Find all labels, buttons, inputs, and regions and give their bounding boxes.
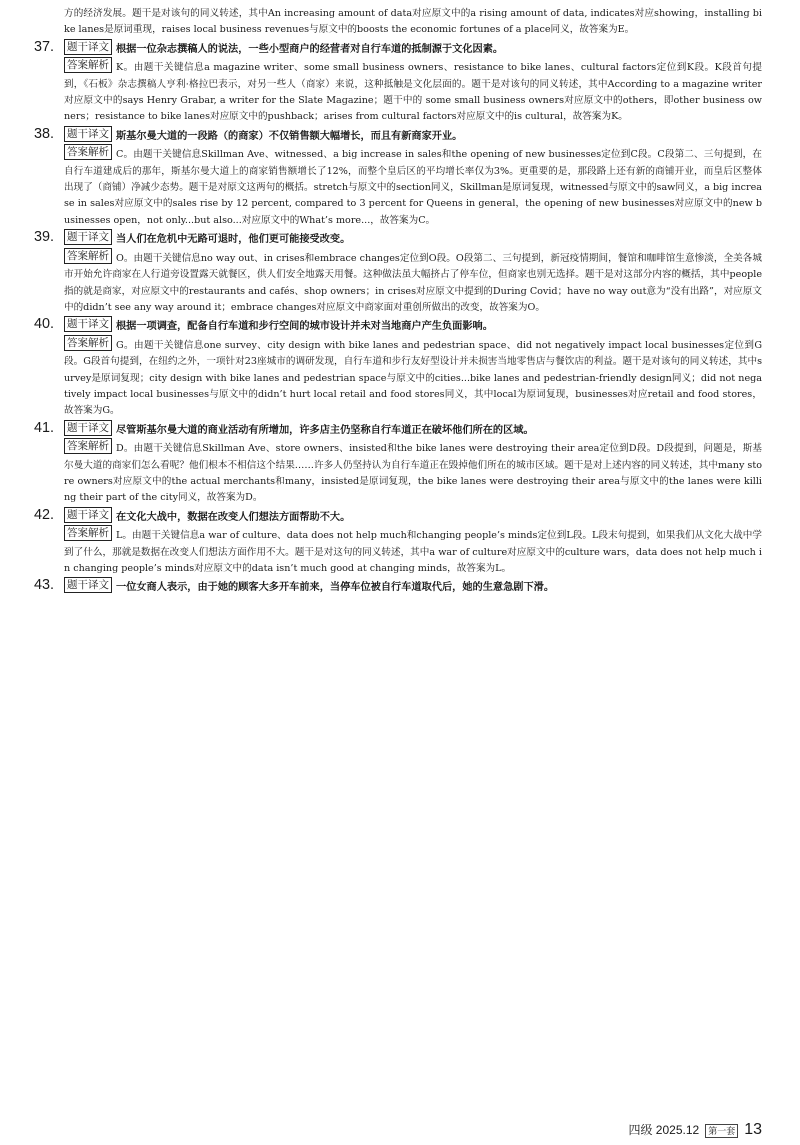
question-item	[34, 577, 762, 595]
analysis-text: K。由题干关键信息a magazine writer、some small business owners、resistance to bike lanes、cultural factors定位到K段。K段首句提到，《石板》杂志撰稿人亨利·格拉巴表示，对另一些人（商家）来说，这种抵触是文化层面的。题干是对该句的同义转述，其中According to a magazine writer对应原文中的says Henry Grabar, a writer for the Slate Magazine；题干中的 some small business owners对应原文中的others，即other business owners；resistance to bike lanes对应原文中的pushback；arises from cultural factors对应原文中的is cultural，故答案为K。	[64, 62, 762, 123]
analysis-paragraph	[64, 335, 762, 420]
analysis-text: D。由题干关键信息Skillman Ave、store owners、insisted和the bike lanes were destroying their area定位到D段。D段提到，问题是，斯基尔曼大道的商家们怎么看呢？他们根本不相信这个结果……许多人仍坚持认为自行车道正在毁掉他们所在的城市区域。题干是对上述内容的同义转述，其中many store owners对应原文中的the actual merchants和many，insisted是原词复现，the bike lanes were destroying their area与原文中的the lanes were killing their part of the city同义，故答案为D。	[64, 443, 762, 504]
translation-text: 根据一位杂志撰稿人的说法，一些小型商户的经营者对自行车道的抵制源于文化因素。	[116, 42, 504, 55]
analysis-tag: 答案解析	[64, 248, 112, 264]
page-footer	[628, 1121, 762, 1139]
question-translation-line	[34, 229, 762, 247]
analysis-text: G。由题干关键信息one survey、city design with bike lanes and pedestrian space、did not negatively impact local businesses定位到G段。G段首句提到，在纽约之外，一项针对23座城市的调研发现，自行车道和步行友好型设计并未损害当地零售店与餐饮店的利益。题干是对该句的同义转述，其中survey是原词复现；city design with bike lanes and pedestrian space与原文中的cities...bike lanes and pedestrian-friendly design同义；did not negatively impact local businesses与原文中的didn’t hurt local retail and food stores同义，其中local为原词复现，businesses对应retail and food stores，故答案为G。	[64, 339, 762, 417]
question-translation-line	[34, 38, 762, 57]
translation-text: 一位女商人表示，由于她的顾客大多开车前来，当停车位被自行车道取代后，她的生意急剧下滑。	[116, 581, 555, 594]
analysis-text: O。由题干关键信息no way out、in crises和embrace changes定位到O段。O段第二、三句提到，新冠疫情期间，餐馆和咖啡馆生意惨淡，全美各城市开始允许商家在人行道旁设置露天就餐区，供人们安全地露天用餐。这种做法虽大幅挤占了停车位，但商家也别无选择。题干是对这部分内容的概括，其中people指的就是商家，对应原文中的restaurants and cafés、shop owners；in crises对应原文中提到的During Covid；have no way out意为“没有出路”，对应原文中的didn’t see any way around it；embrace changes对应原文中商家面对重创所做出的改变，故答案为O。	[64, 252, 762, 313]
analysis-text: L。由题干关键信息a war of culture、data does not help much和changing people’s minds定位到L段。L段末句提到，如果我们从文化大战中学到了什么，那就是数据在改变人们想法方面作用不大。题干是对这句的同义转述，其中a war of culture对应原文中的culture wars，data does not help much in changing people’s minds对应原文中的data isn’t much good at changing minds，故答案为L。	[64, 530, 762, 574]
analysis-paragraph	[64, 248, 762, 317]
analysis-tag: 答案解析	[64, 144, 112, 160]
question-item	[34, 419, 762, 507]
translation-text: 斯基尔曼大道的一段路（的商家）不仅销售额大幅增长，而且有新商家开业。	[116, 129, 463, 142]
question-number: 38.	[34, 125, 55, 142]
question-number: 41.	[34, 419, 55, 436]
translation-tag: 题干译文	[64, 126, 112, 142]
question-translation-line	[34, 506, 762, 525]
analysis-paragraph	[64, 525, 762, 577]
question-item	[34, 38, 762, 126]
question-number: 37.	[34, 38, 55, 55]
translation-text: 在文化大战中，数据在改变人们想法方面帮助不大。	[116, 510, 351, 523]
translation-tag: 题干译文	[64, 577, 112, 593]
question-list	[34, 38, 762, 596]
translation-tag: 题干译文	[64, 316, 112, 332]
analysis-tag: 答案解析	[64, 525, 112, 541]
translation-tag: 题干译文	[64, 420, 112, 436]
question-translation-line	[34, 125, 762, 144]
translation-text: 根据一项调查，配备自行车道和步行空间的城市设计并未对当地商户产生负面影响。	[116, 320, 493, 333]
question-item	[34, 229, 762, 316]
translation-text: 当人们在危机中无路可退时，他们更可能接受改变。	[116, 233, 351, 246]
set-mark: 第一套	[705, 1124, 738, 1138]
question-number: 40.	[34, 316, 55, 333]
analysis-tag: 答案解析	[64, 57, 112, 73]
translation-text: 尽管斯基尔曼大道的商业活动有所增加，许多店主仍坚称自行车道正在破坏他们所在的区域。	[116, 423, 534, 436]
analysis-paragraph	[64, 57, 762, 126]
translation-tag: 题干译文	[64, 507, 112, 523]
intro-paragraph: 方的经济发展。题干是对该句的同义转述，其中An increasing amount of data对应原文中的a rising amount of data, indicates对应showing，installing bike lanes是原词重现，raises local business revenues与原文中的boosts the economic fortunes of a place同义，故答案为E。	[64, 8, 762, 36]
question-number: 42.	[34, 506, 55, 523]
analysis-text: C。由题干关键信息Skillman Ave、witnessed、a big increase in sales和the opening of new businesses定位到C段。C段第二、三句提到，在自行车道建成后的那年，斯基尔曼大道上的商家销售额增长了12%，而整个皇后区的平均增长率仅为3%。更重要的是，那段路上还有新的商铺开业，而皇后区整体出现了（商铺）净减少态势。题干是对原文这两句的概括。stretch与原文中的section同义，Skillman是原词复现，witnessed与原文中的saw同义，a big increase in sales对应原文中的sales rise by 12 percent, compared to 3 percent for Queens in general，the opening of new businesses对应原文中的new businesses open，not only...but also...对应原文中的What’s more...，故答案为C。	[64, 149, 762, 226]
question-item	[34, 506, 762, 578]
translation-tag: 题干译文	[64, 229, 112, 245]
question-translation-line	[34, 577, 762, 595]
translation-tag: 题干译文	[64, 39, 112, 55]
question-number: 39.	[34, 229, 55, 246]
question-item	[34, 316, 762, 419]
question-number: 43.	[34, 577, 55, 594]
analysis-tag: 答案解析	[64, 335, 112, 351]
analysis-paragraph	[64, 438, 762, 507]
question-translation-line	[34, 419, 762, 438]
analysis-paragraph	[64, 144, 762, 229]
question-translation-line	[34, 316, 762, 334]
analysis-tag: 答案解析	[64, 438, 112, 454]
question-item	[34, 125, 762, 229]
issue-label: 四级 2025.12	[628, 1123, 700, 1137]
page-number: 13	[744, 1121, 762, 1138]
